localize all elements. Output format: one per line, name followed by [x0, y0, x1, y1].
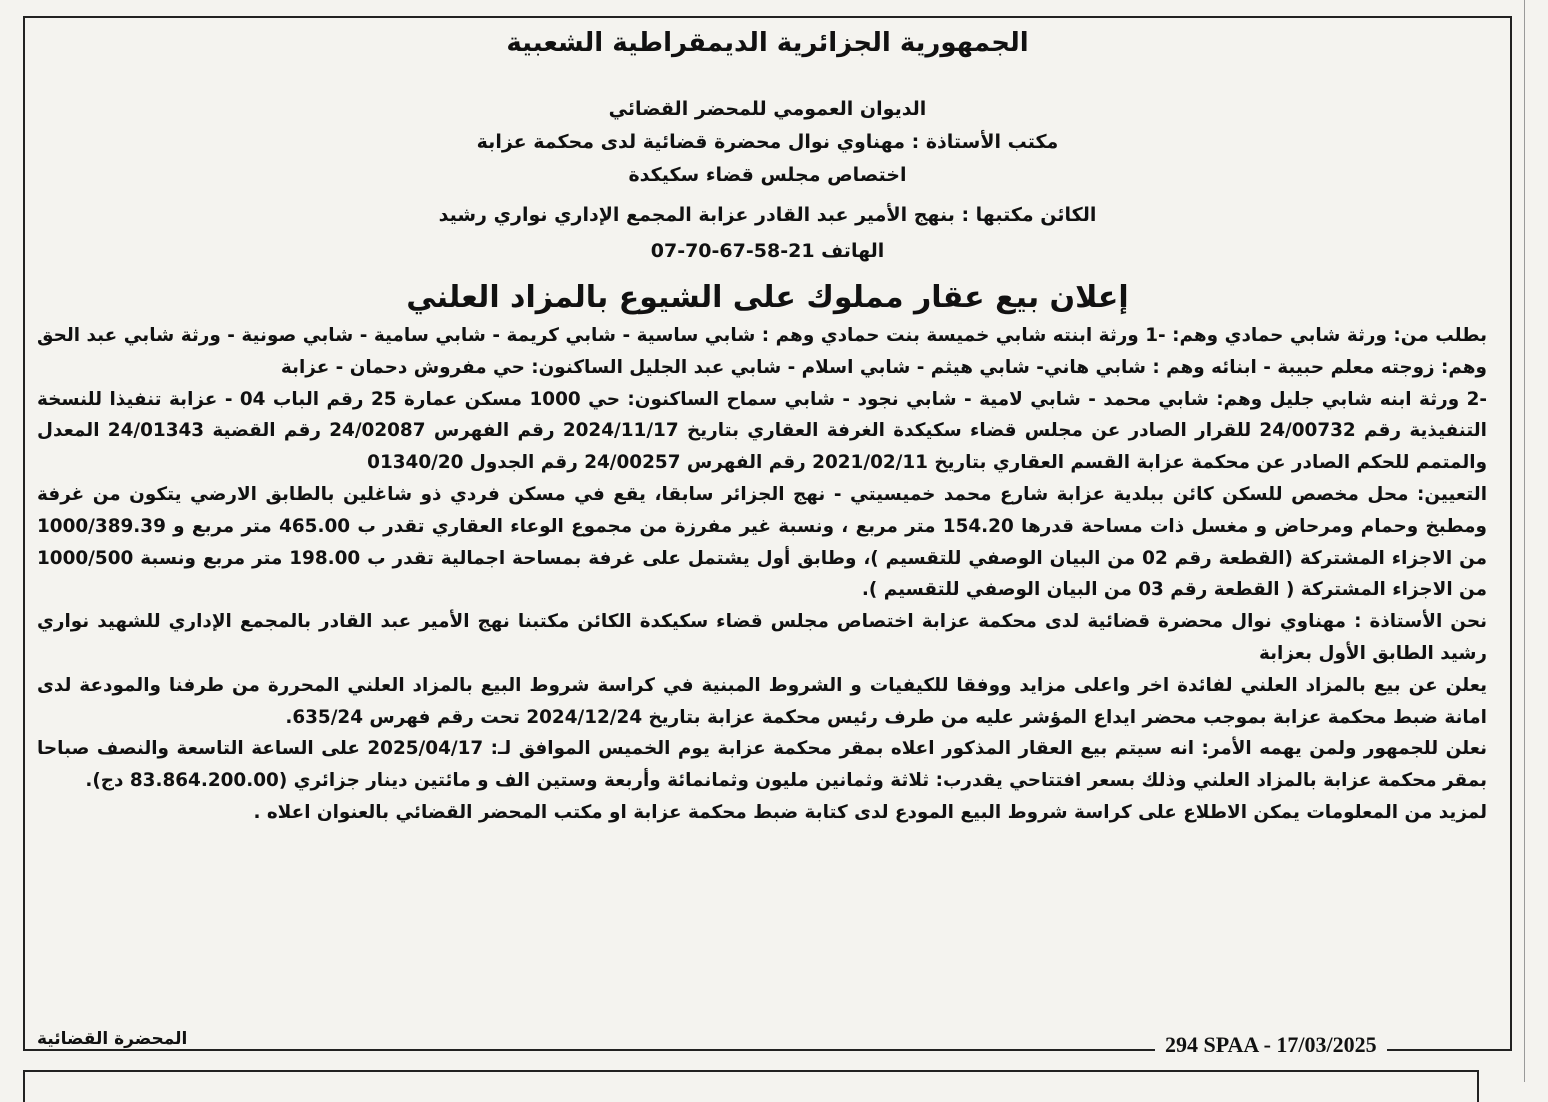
auction-date-price-paragraph: نعلن للجمهور ولمن يهمه الأمر: انه سيتم بيع العقار المذكور اعلاه بمقر محكمة عزابة يوم الخميس الموافق لـ: 2025/04/17 على الساعة التاسعة والنصف صباحا بمقر محكمة عزابة بالمزاد العلني وذلك بسعر افتتاحي يقدرب: ثلاثة وثمانين مليون وثمانمائة وأربعة وستين الف و مائتين دينار جزائري (83.864.200.00 دج).	[37, 738, 1487, 792]
requesters-paragraph: بطلب من: ورثة شابي حمادي وهم: -1 ورثة ابنته شابي خميسة بنت حمادي وهم : شابي ساسية - شابي كريمة - شابي سامية - شابي صونية - ورثة شابي عبد الحق وهم: زوجته معلم حبيبة - ابنائه وهم : شابي هاني- شابي هيثم - شابي اسلام - شابي عبد الجليل الساكنون: حي مفروش دحمان - عزابة	[37, 325, 1487, 378]
more-info-paragraph: لمزيد من المعلومات يمكن الاطلاع على كراسة شروط البيع المودع لدى كتابة ضبط محكمة عزابة او مكتب المحضر القضائي بالعنوان اعلاه .	[253, 801, 1487, 823]
phone-heading: الهاتف 21-58-67-70-07	[650, 240, 885, 262]
office-heading: الديوان العمومي للمحضر القضائي	[608, 98, 927, 120]
page-edge-rule	[1524, 0, 1525, 1082]
bailiff-statement-paragraph: نحن الأستاذة : مهناوي نوال محضرة قضائية لدى محكمة عزابة اختصاص مجلس قضاء سكيكدة الكائن مكتبنا نهج الأمير عبد القادر بالمجمع الإداري للشهيد نواري رشيد الطابق الأول بعزابة	[37, 611, 1487, 664]
republic-heading: الجمهورية الجزائرية الديمقراطية الشعبية	[506, 28, 1029, 58]
heirs-execution-paragraph: -2 ورثة ابنه شابي جليل وهم: شابي محمد - شابي لامية - شابي نجود - شابي سماح الساكنون: حي 1000 مسكن عمارة 25 رقم الباب 04 - عزابة تنفيذا للنسخة التنفيذية رقم 24/00732 للقرار الصادر عن مجلس قضاء سكيكدة الغرفة العقاري بتاريخ 2024/11/17 رقم الفهرس 24/02087 رقم القضية 24/01343 المعدل والمتمم للحكم الصادر عن محكمة عزابة القسم العقاري بتاريخ 2021/02/11 رقم الفهرس 24/00257 رقم الجدول 01340/20	[37, 388, 1488, 474]
jurisdiction-heading: اختصاص مجلس قضاء سكيكدة	[628, 164, 907, 186]
notice-title: إعلان بيع عقار مملوك على الشيوع بالمزاد العلني	[406, 280, 1129, 315]
property-description-paragraph: التعيين: محل مخصص للسكن كائن ببلدية عزابة شارع محمد خميسيتي - نهج الجزائر سابقا، يقع في مسكن فردي ذو شاغلين بالطابق الارضي يتكون من غرفة ومطبخ وحمام ومرحاض و مغسل ذات مساحة قدرها 154.20 متر مربع ، ونسبة غير مفرزة من مجموع الوعاء العقاري تقدر ب 465.00 متر مربع و 1000/389.39 من الاجزاء المشتركة (القطعة رقم 02 من البيان الوصفي للتقسيم )، وطابق أول يشتمل على غرفة بمساحة اجمالية تقدر ب 198.00 متر مربع ونسبة 1000/500 من الاجزاء المشتركة ( القطعة رقم 03 من البيان الوصفي للتقسيم ).	[37, 483, 1488, 601]
bailiff-heading: مكتب الأستاذة : مهناوي نوال محضرة قضائية لدى محكمة عزابة	[476, 131, 1059, 153]
signature: المحضرة القضائية	[37, 1029, 188, 1049]
sale-announcement-paragraph: يعلن عن بيع بالمزاد العلني لفائدة اخر واعلى مزايد ووفقا للكيفيات و الشروط المبنية في كراسة شروط البيع بالمزاد العلني المحررة من طرفنا والمودعة لدى امانة ضبط محكمة عزابة بموجب محضر ايداع المؤشر عليه من طرف رئيس محكمة عزابة بتاريخ 2024/12/24 تحت رقم فهرس 635/24.	[37, 674, 1487, 728]
notice-body	[37, 320, 1487, 829]
publication-reference: 294 SPAA - 17/03/2025	[1155, 1032, 1387, 1058]
address-heading: الكائن مكتبها : بنهج الأمير عبد القادر عزابة المجمع الإداري نواري رشيد	[438, 204, 1097, 226]
legal-notice	[23, 16, 1512, 1051]
next-notice-border	[23, 1070, 1479, 1102]
